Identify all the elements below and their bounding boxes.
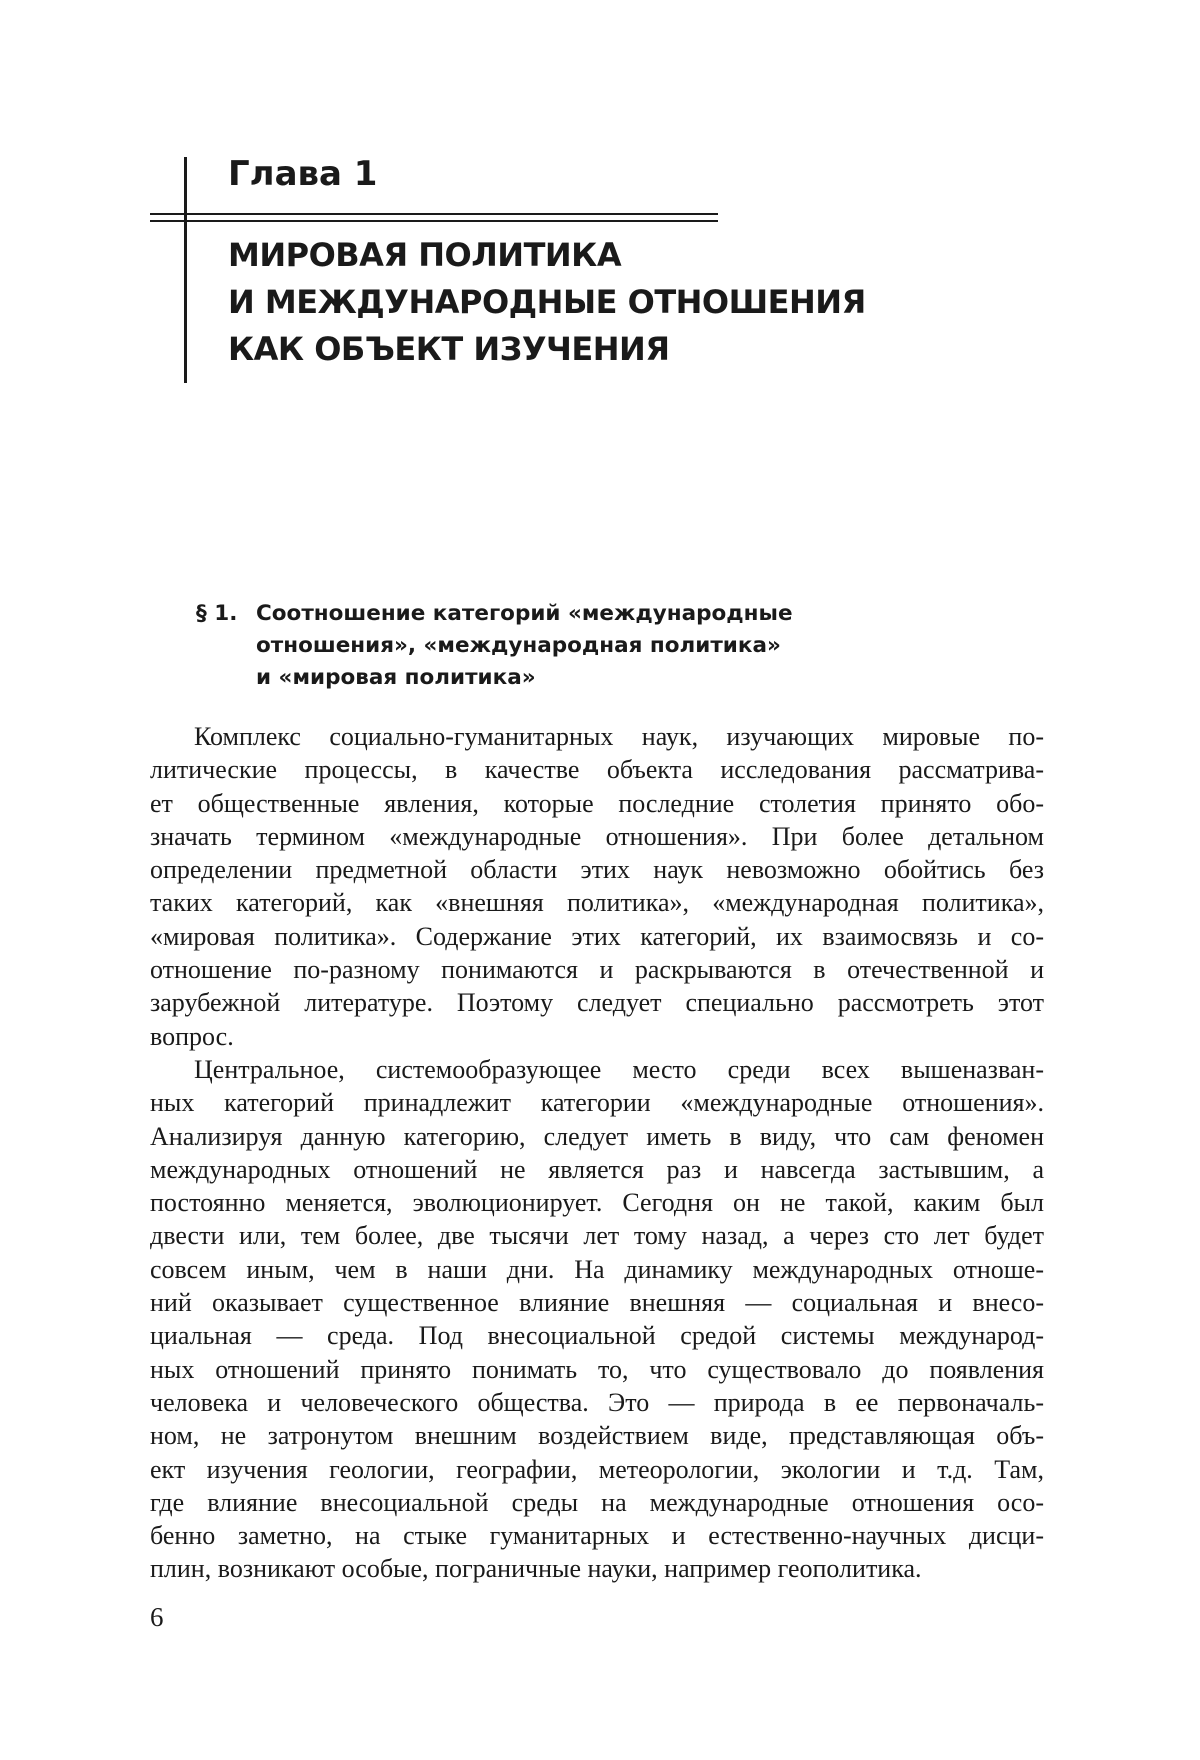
text-line: бенно заметно, на стыке гуманитарных и естественно-научных дисци- — [150, 1519, 1044, 1552]
text-line: таких категорий, как «внешняя политика», «международная политика», — [150, 886, 1044, 919]
text-line: совсем иным, чем в наши дни. На динамику международных отноше- — [150, 1253, 1044, 1286]
chapter-title-line: КАК ОБЪЕКТ ИЗУЧЕНИЯ — [228, 326, 866, 373]
chapter-horizontal-rule-bottom — [150, 220, 718, 222]
text-line: значать термином «международные отношения». При более детальном — [150, 820, 1044, 853]
text-line: циальная — среда. Под внесоциальной средой системы международ- — [150, 1319, 1044, 1352]
section-title-line: отношения», «международная политика» — [256, 630, 793, 662]
chapter-title-line: И МЕЖДУНАРОДНЫЕ ОТНОШЕНИЯ — [228, 279, 866, 326]
body-text — [150, 720, 1044, 1586]
text-line: зарубежной литературе. Поэтому следует специально рассмотреть этот — [150, 986, 1044, 1019]
section-number: § 1. — [196, 598, 237, 630]
text-line: двести или, тем более, две тысячи лет тому назад, а через сто лет будет — [150, 1219, 1044, 1252]
text-line: ний оказывает существенное влияние внешняя — социальная и внесо- — [150, 1286, 1044, 1319]
page-number: 6 — [150, 1600, 164, 1634]
chapter-horizontal-rule-top — [150, 213, 718, 215]
paragraph-1 — [150, 720, 1044, 1053]
text-line: ных категорий принадлежит категории «международные отношения». — [150, 1086, 1044, 1119]
chapter-label: Глава 1 — [228, 152, 377, 196]
chapter-vertical-rule — [184, 157, 187, 383]
section-title-line: Соотношение категорий «международные — [256, 598, 793, 630]
section-title — [256, 598, 793, 694]
text-line: ет общественные явления, которые последние столетия принято обо- — [150, 787, 1044, 820]
text-line: ект изучения геологии, географии, метеорологии, экологии и т.д. Там, — [150, 1453, 1044, 1486]
text-line: человека и человеческого общества. Это — природа в ее первоначаль- — [150, 1386, 1044, 1419]
text-line: плин, возникают особые, пограничные науки, например геополитика. — [150, 1552, 1044, 1585]
text-line: «мировая политика». Содержание этих категорий, их взаимосвязь и со- — [150, 920, 1044, 953]
section-title-line: и «мировая политика» — [256, 662, 793, 694]
text-line: Анализируя данную категорию, следует иметь в виду, что сам феномен — [150, 1120, 1044, 1153]
text-line: вопрос. — [150, 1020, 1044, 1053]
text-line: международных отношений не является раз и навсегда застывшим, а — [150, 1153, 1044, 1186]
text-line: отношение по-разному понимаются и раскрываются в отечественной и — [150, 953, 1044, 986]
text-line: ном, не затронутом внешним воздействием виде, представляющая объ- — [150, 1419, 1044, 1452]
text-line: постоянно меняется, эволюционирует. Сегодня он не такой, каким был — [150, 1186, 1044, 1219]
paragraph-2 — [150, 1053, 1044, 1586]
text-line: Центральное, системообразующее место среди всех вышеназван- — [150, 1053, 1044, 1086]
text-line: литические процессы, в качестве объекта исследования рассматрива- — [150, 753, 1044, 786]
text-line: определении предметной области этих наук невозможно обойтись без — [150, 853, 1044, 886]
text-line: где влияние внесоциальной среды на международные отношения осо- — [150, 1486, 1044, 1519]
text-line: Комплекс социально-гуманитарных наук, изучающих мировые по- — [150, 720, 1044, 753]
text-line: ных отношений принято понимать то, что существовало до появления — [150, 1353, 1044, 1386]
chapter-title-line: МИРОВАЯ ПОЛИТИКА — [228, 232, 866, 279]
chapter-title — [228, 232, 866, 373]
